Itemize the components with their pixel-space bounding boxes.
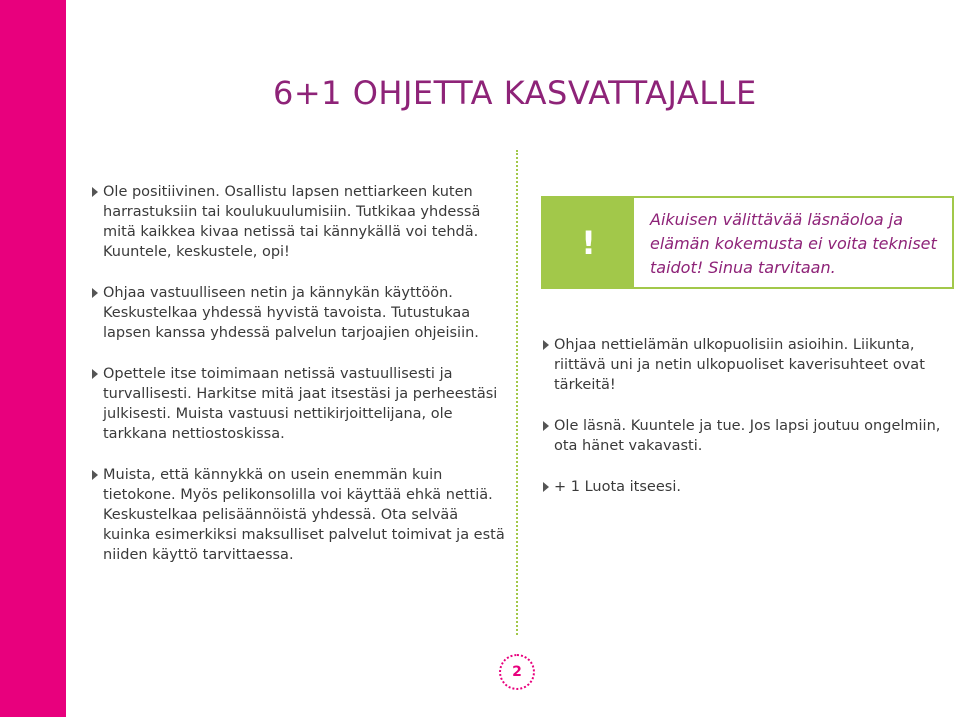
list-item — [92, 283, 510, 343]
triangle-bullet-icon — [92, 288, 98, 298]
page-number: 2 — [499, 654, 535, 690]
left-column — [92, 182, 510, 586]
list-item — [543, 416, 953, 456]
callout-text: Aikuisen välittävää läsnäoloa ja elämän kokemusta ei voita tekniset taidot! Sinua tarvitaan. — [650, 210, 937, 277]
list-item-text: Muista, että kännykkä on usein enemmän kuin tietokone. Myös pelikonsolilla voi käyttää ehkä nettiä. Keskustelkaa pelisäännöistä yhdessä. Ota selvää kuinka esimerkiksi maksulliset palvelut toimivat ja estä niiden käyttö tarvittaessa. — [103, 467, 505, 563]
triangle-bullet-icon — [543, 421, 549, 431]
list-item — [543, 477, 953, 497]
page-title: 6+1 OHJETTA KASVATTAJALLE — [273, 74, 757, 112]
list-item — [92, 364, 510, 444]
list-item-text: Ohjaa nettielämän ulkopuolisiin asioihin. Liikunta, riittävä uni ja netin ulkopuoliset kaverisuhteet ovat tärkeitä! — [554, 337, 925, 393]
callout-box — [541, 196, 954, 289]
list-item — [543, 335, 953, 395]
pink-side-bar — [0, 0, 66, 717]
list-item — [92, 465, 510, 565]
triangle-bullet-icon — [92, 369, 98, 379]
list-item — [92, 182, 510, 262]
list-item-text: Ole positiivinen. Osallistu lapsen nettiarkeen kuten harrastuksiin tai koulukuulumisiin. Tutkikaa yhdessä mitä kaikkea kivaa netissä tai kännykällä voi tehdä. Kuuntele, keskustele, opi! — [103, 184, 481, 260]
triangle-bullet-icon — [92, 187, 98, 197]
list-item-text: Ole läsnä. Kuuntele ja tue. Jos lapsi joutuu ongelmiin, ota hänet vakavasti. — [554, 418, 941, 454]
dotted-divider — [516, 150, 518, 635]
triangle-bullet-icon — [92, 470, 98, 480]
right-column — [543, 335, 953, 518]
list-item-text: Opettele itse toimimaan netissä vastuullisesti ja turvallisesti. Harkitse mitä jaat itsestäsi ja perheestäsi julkisesti. Muista vastuusi nettikirjoittelijana, ole tarkkana nettiostoskissa. — [103, 366, 498, 442]
triangle-bullet-icon — [543, 482, 549, 492]
list-item-text: Ohjaa vastuulliseen netin ja kännykän käyttöön. Keskustelkaa yhdessä hyvistä tavoista. Tutustukaa lapsen kanssa yhdessä palvelun tarjoajien ohjeisiin. — [103, 285, 479, 341]
exclamation-icon: ! — [543, 198, 634, 287]
list-item-text: + 1 Luota itseesi. — [554, 479, 681, 495]
triangle-bullet-icon — [543, 340, 549, 350]
